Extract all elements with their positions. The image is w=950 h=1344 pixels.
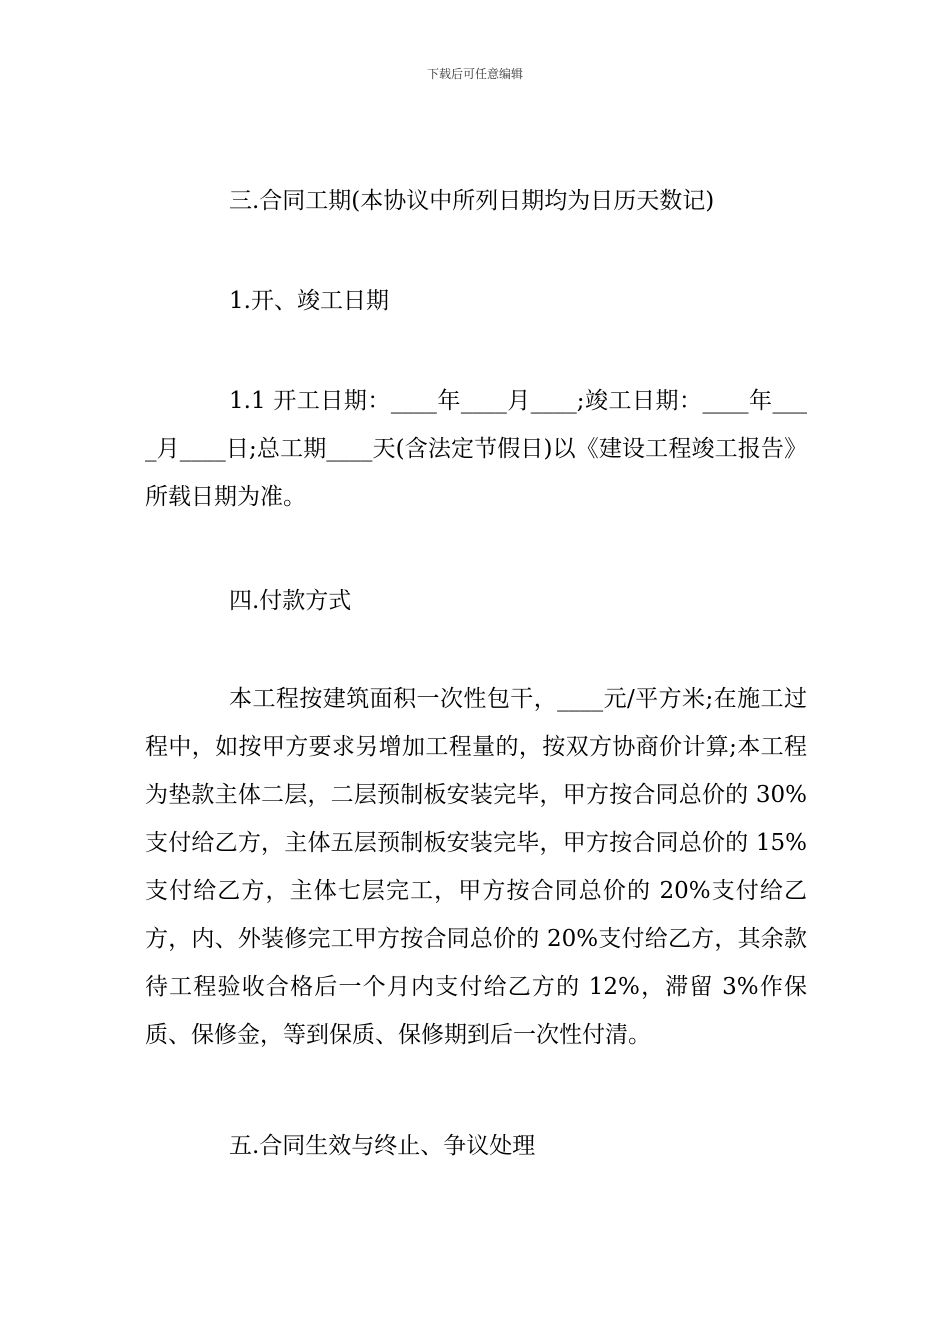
item-1-1-paragraph: 1.1 开工日期：____年____月____;竣工日期：____年____月____日;总工期____天(含法定节假日)以《建设工程竣工报告》所载日期为准。 — [145, 388, 807, 510]
section-5-heading: 五.合同生效与终止、争议处理 — [229, 1133, 536, 1159]
payment-terms-paragraph: 本工程按建筑面积一次性包干，____元/平方米;在施工过程中，如按甲方要求另增加工程量的，按双方协商价计算;本工程为垫款主体二层，二层预制板安装完毕，甲方按合同总价的 30%支付给乙方，主体五层预制板安装完毕，甲方按合同总价的 15%支付给乙方，主体七层完工，甲方按合同总价的 20%支付给乙方，内、外装修完工甲方按合同总价的 20%支付给乙方，其余款待工程验收合格后一个月内支付给乙方的 12%，滞留 3%作保质、保修金，等到保质、保修期到后一次性付清。 — [145, 686, 807, 1048]
item-1-heading: 1.开、竣工日期 — [229, 288, 389, 314]
page-header: 下载后可任意编辑 — [426, 67, 523, 81]
section-4-heading: 四.付款方式 — [229, 588, 352, 614]
section-3-heading: 三.合同工期(本协议中所列日期均为日历天数记) — [229, 188, 715, 214]
